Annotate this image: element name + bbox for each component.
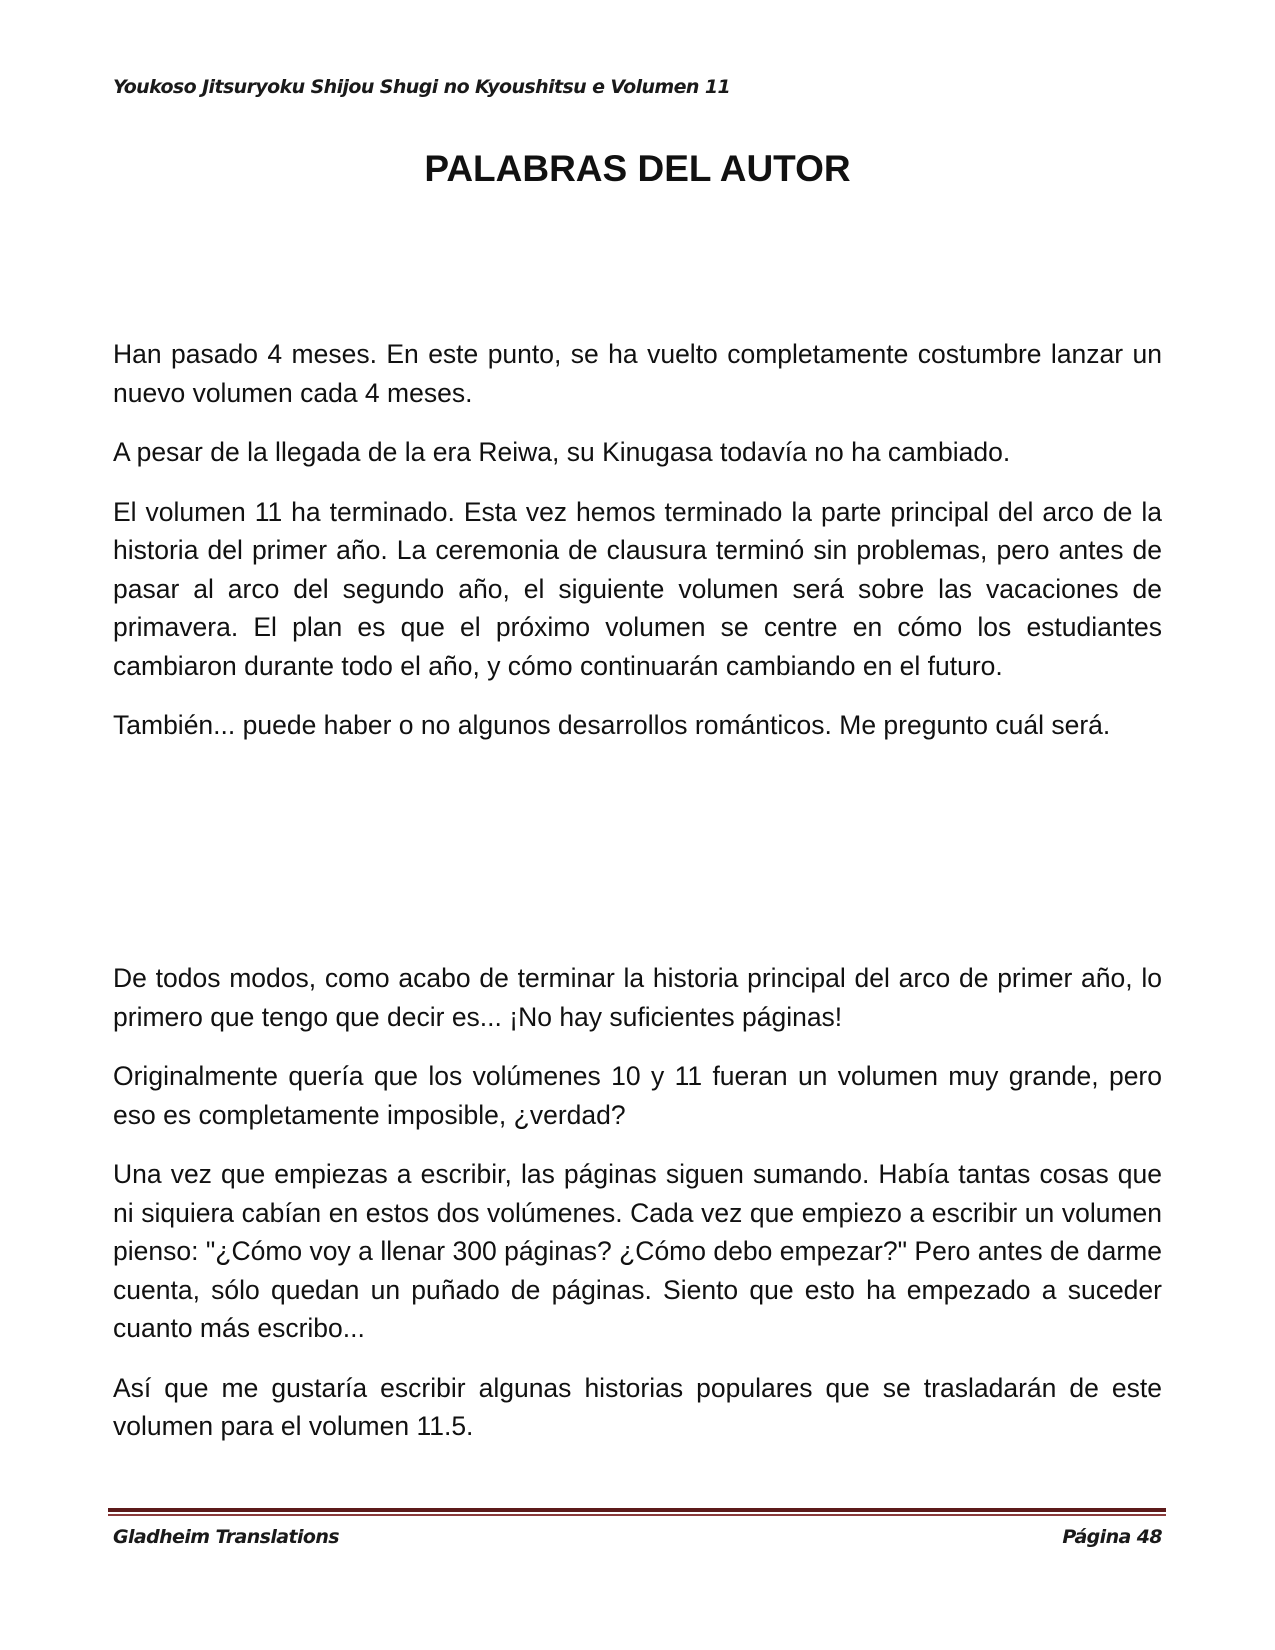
footer-divider-thick: [108, 1508, 1166, 1512]
paragraph: A pesar de la llegada de la era Reiwa, su Kinugasa todavía no ha cambiado.: [113, 437, 1011, 467]
footer-page-number: Página 48: [1062, 1526, 1162, 1548]
running-header: Youkoso Jitsuryoku Shijou Shugi no Kyoushitsu e Volumen 11: [113, 76, 731, 98]
paragraph: Una vez que empiezas a escribir, las páginas siguen sumando. Había tantas cosas que ni siquiera cabían en estos dos volúmenes. Cada vez que empiezo a escribir un volumen pienso: "¿Cómo voy a llenar 300 páginas? ¿Cómo debo empezar?" Pero antes de darme cuenta, sólo quedan un puñado de páginas. Siento que esto ha empezado a suceder cuanto más escribo...: [113, 1159, 1162, 1343]
chapter-title: PALABRAS DEL AUTOR: [424, 148, 851, 189]
footer-divider-thin: [108, 1514, 1166, 1516]
paragraph: Así que me gustaría escribir algunas historias populares que se trasladarán de este volumen para el volumen 11.5.: [113, 1372, 1162, 1441]
footer-divider: [108, 1508, 1166, 1517]
paragraph: También... puede haber o no algunos desarrollos románticos. Me pregunto cuál será.: [113, 710, 1111, 740]
body-section-2: [113, 959, 1162, 1467]
footer-publisher: Gladheim Translations: [113, 1526, 339, 1548]
paragraph: De todos modos, como acabo de terminar la historia principal del arco de primer año, lo primero que tengo que decir es... ¡No hay suficientes páginas!: [113, 963, 1162, 1032]
paragraph: Originalmente quería que los volúmenes 10 y 11 fueran un volumen muy grande, pero eso es completamente imposible, ¿verdad?: [113, 1061, 1162, 1130]
paragraph: El volumen 11 ha terminado. Esta vez hemos terminado la parte principal del arco de la historia del primer año. La ceremonia de clausura terminó sin problemas, pero antes de pasar al arco del segundo año, el siguiente volumen será sobre las vacaciones de primavera. El plan es que el próximo volumen se centre en cómo los estudiantes cambiaron durante todo el año, y cómo continuarán cambiando en el futuro.: [113, 496, 1162, 681]
paragraph: Han pasado 4 meses. En este punto, se ha vuelto completamente costumbre lanzar un nuevo volumen cada 4 meses.: [113, 339, 1162, 408]
body-section-1: [113, 335, 1162, 766]
